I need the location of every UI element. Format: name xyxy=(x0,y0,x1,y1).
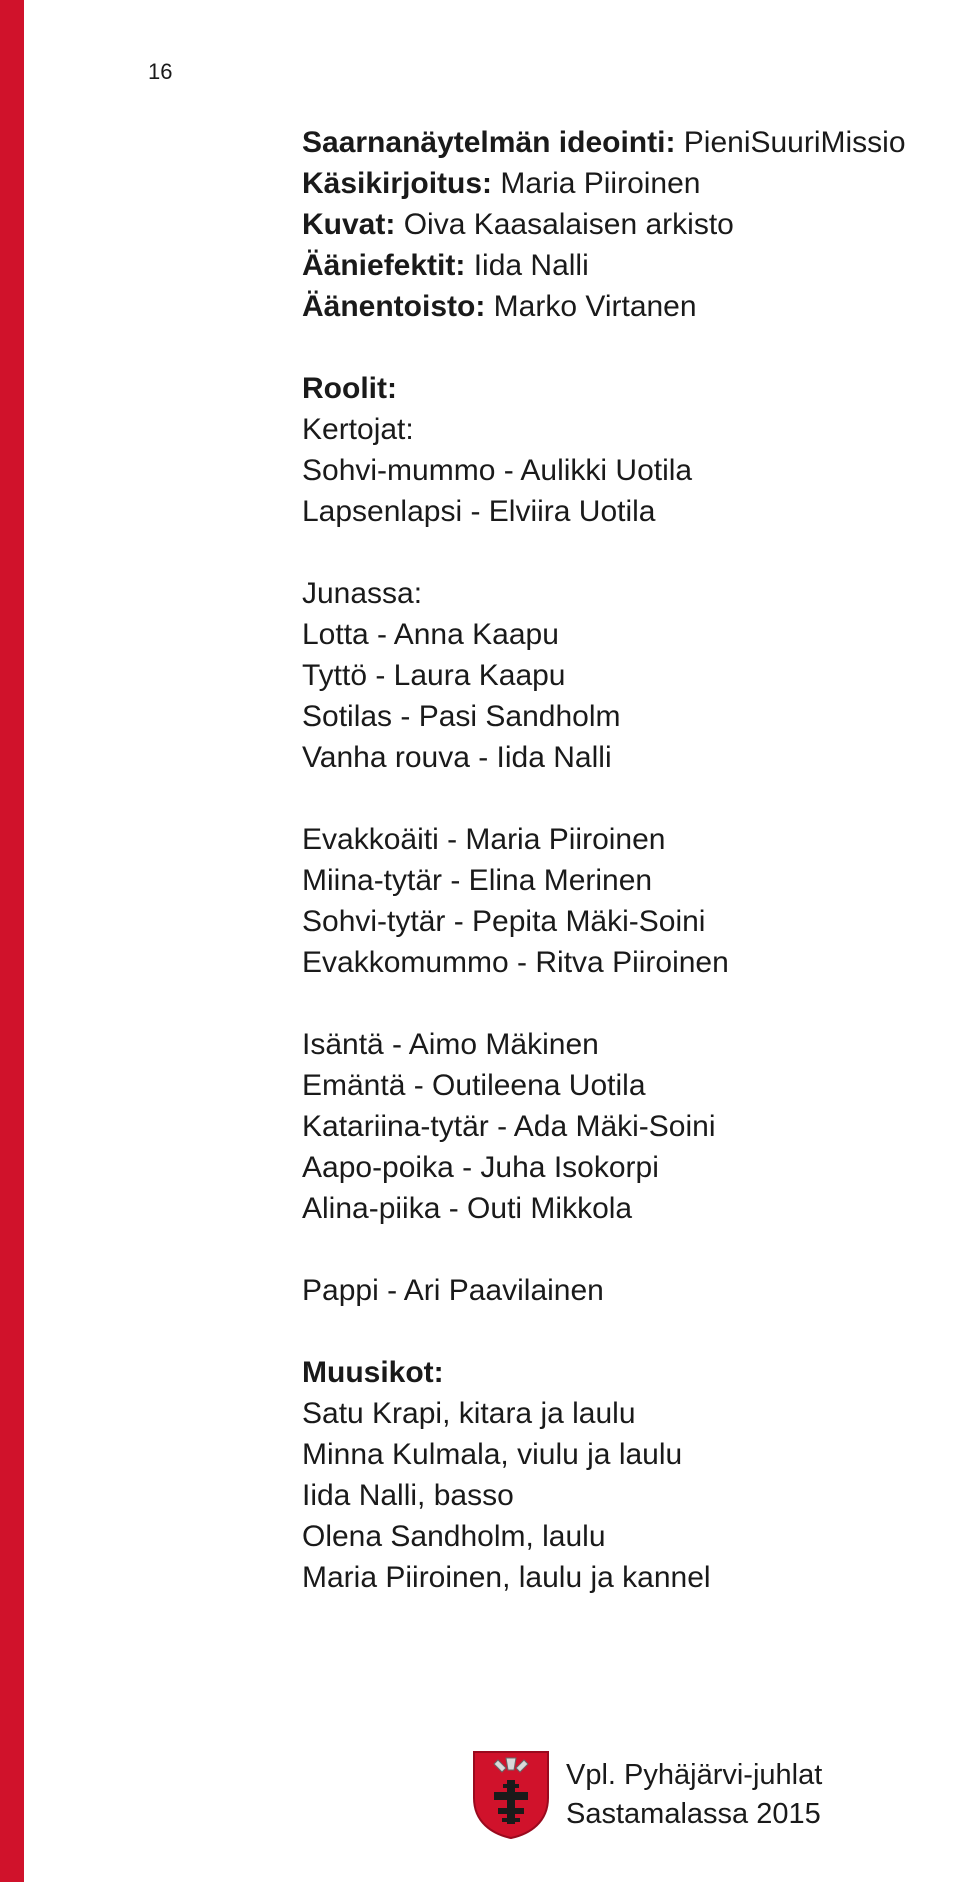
page-number: 16 xyxy=(148,59,173,84)
credit-label: Äänentoisto: xyxy=(302,290,486,323)
credit-sound-effects xyxy=(302,245,958,286)
credit-label: Saarnanäytelmän ideointi: xyxy=(302,126,676,159)
musician-line: Minna Kulmala, viulu ja laulu xyxy=(302,1438,683,1471)
margin-red-bar xyxy=(0,0,24,1882)
credit-script xyxy=(302,163,958,204)
spacer xyxy=(302,983,958,1024)
credit-label: Käsikirjoitus: xyxy=(302,167,493,200)
musician-line: Maria Piiroinen, laulu ja kannel xyxy=(302,1561,711,1594)
role-line: Emäntä - Outileena Uotila xyxy=(302,1069,646,1102)
role-line: Katariina-tytär - Ada Mäki-Soini xyxy=(302,1110,716,1143)
role-line: Sohvi-tytär - Pepita Mäki-Soini xyxy=(302,905,706,938)
role-line: Miina-tytär - Elina Merinen xyxy=(302,864,653,897)
role-line: Sotilas - Pasi Sandholm xyxy=(302,700,621,733)
coat-of-arms-icon xyxy=(472,1750,550,1840)
footer-line-2: Sastamalassa 2015 xyxy=(566,1798,821,1830)
musician-line: Iida Nalli, basso xyxy=(302,1479,514,1512)
roles-heading: Roolit: xyxy=(302,372,397,405)
credit-value: Iida Nalli xyxy=(473,249,589,282)
role-line: Isäntä - Aimo Mäkinen xyxy=(302,1028,599,1061)
narrators-heading: Kertojat: xyxy=(302,413,414,446)
role-line: Evakkoäiti - Maria Piiroinen xyxy=(302,823,666,856)
credit-value: Marko Virtanen xyxy=(493,290,697,323)
spacer xyxy=(302,532,958,573)
spacer xyxy=(302,1229,958,1270)
credit-sound-system xyxy=(302,286,958,327)
credit-value: Maria Piiroinen xyxy=(500,167,701,200)
credit-value: PieniSuuriMissio xyxy=(683,126,906,159)
musician-line: Satu Krapi, kitara ja laulu xyxy=(302,1397,636,1430)
role-line: Lotta - Anna Kaapu xyxy=(302,618,559,651)
spacer xyxy=(302,778,958,819)
role-line: Evakkomummo - Ritva Piiroinen xyxy=(302,946,729,979)
credit-images xyxy=(302,204,958,245)
musician-line: Olena Sandholm, laulu xyxy=(302,1520,606,1553)
role-line: Lapsenlapsi - Elviira Uotila xyxy=(302,495,656,528)
role-line: Pappi - Ari Paavilainen xyxy=(302,1274,604,1307)
musicians-heading: Muusikot: xyxy=(302,1356,444,1389)
role-line: Tyttö - Laura Kaapu xyxy=(302,659,566,692)
credit-value: Oiva Kaasalaisen arkisto xyxy=(403,208,734,241)
credit-label: Kuvat: xyxy=(302,208,396,241)
train-heading: Junassa: xyxy=(302,577,423,610)
role-line: Vanha rouva - Iida Nalli xyxy=(302,741,612,774)
credit-ideation xyxy=(302,122,958,163)
credit-label: Ääniefektit: xyxy=(302,249,466,282)
footer-line-1: Vpl. Pyhäjärvi-juhlat xyxy=(566,1759,823,1791)
spacer xyxy=(302,327,958,368)
spacer xyxy=(302,1311,958,1352)
role-line: Aapo-poika - Juha Isokorpi xyxy=(302,1151,659,1184)
role-line: Sohvi-mummo - Aulikki Uotila xyxy=(302,454,693,487)
role-line: Alina-piika - Outi Mikkola xyxy=(302,1192,633,1225)
credits-content xyxy=(302,122,958,1598)
footer-text xyxy=(566,1756,822,1834)
